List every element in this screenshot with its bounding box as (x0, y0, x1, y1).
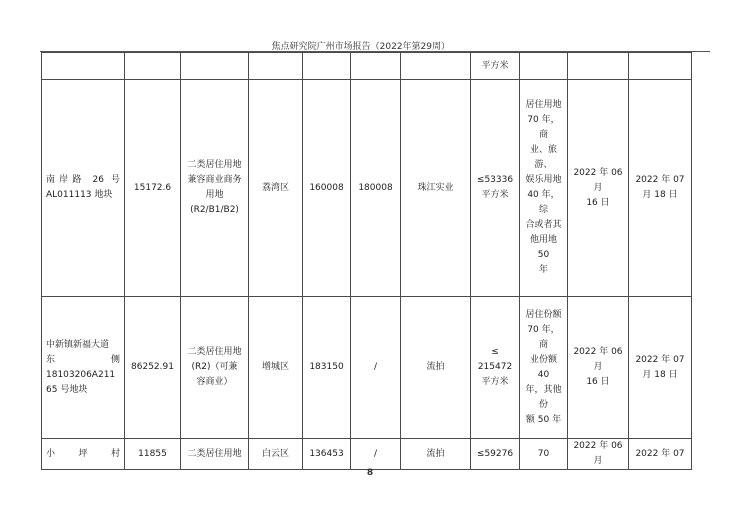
cell-land-use: 二类居住用地 (R2)（可兼 容商业） (181, 297, 249, 439)
cell-empty (181, 53, 249, 80)
cell-empty (125, 53, 181, 80)
cell-plot-name: 小 坪 村 (42, 439, 125, 470)
cell-empty (249, 53, 303, 80)
cell-announce-date: 2022 年 06 月 16 日 (568, 297, 629, 439)
cell-term: 居住用地 70 年，商 业、旅游、 娱乐用地 40 年，综 合或者其 他用地 50 年 (520, 80, 568, 297)
cell-empty (303, 53, 351, 80)
cell-empty (520, 53, 568, 80)
cell-floor-area: ≤53336 平方米 (471, 80, 520, 297)
cell-deal-date: 2022 年 07 月 18 日 (629, 80, 692, 297)
cell-deal-date: 2022 年 07 (629, 439, 692, 470)
cell-empty (42, 53, 125, 80)
cell-method: 流拍 (401, 297, 471, 439)
land-auction-table (41, 52, 692, 470)
cell-start-price: 183150 (303, 297, 351, 439)
cell-district: 荔湾区 (249, 80, 303, 297)
page-header (40, 0, 710, 52)
cell-land-use: 二类居住用地 (181, 439, 249, 470)
cell-area-unit: 平方米 (471, 53, 520, 80)
cell-term: 居住份额 70 年，商 业份额 40 年，其他份 额 50 年 (520, 297, 568, 439)
cell-empty (401, 53, 471, 80)
cell-term: 70 (520, 439, 568, 470)
cell-deposit: / (351, 439, 401, 470)
cell-land-use: 二类居住用地 兼容商业商务 用地 (R2/B1/B2) (181, 80, 249, 297)
cell-floor-area: ≤59276 (471, 439, 520, 470)
cell-announce-date: 2022 年 06 月 16 日 (568, 80, 629, 297)
cell-deposit: 180008 (351, 80, 401, 297)
cell-floor-area: ≤ 215472 平方米 (471, 297, 520, 439)
cell-announce-date: 2022 年 06 月 (568, 439, 629, 470)
cell-empty (629, 53, 692, 80)
cell-start-price: 136453 (303, 439, 351, 470)
cell-district: 白云区 (249, 439, 303, 470)
cell-plot-name: 中新镇新福大道 东 侧 18103206A211 65 号地块 (42, 297, 125, 439)
cell-empty (568, 53, 629, 80)
cell-method: 流拍 (401, 439, 471, 470)
page-number: 8 (366, 468, 374, 478)
report-header-title: 焦点研究院广州市场报告（2022年第29周） (271, 42, 450, 52)
cell-start-price: 160008 (303, 80, 351, 297)
table-row (42, 80, 692, 297)
cell-district: 增城区 (249, 297, 303, 439)
cell-plot-name: 南岸路 26 号 AL011113 地块 (42, 80, 125, 297)
cell-site-area: 15172.6 (125, 80, 181, 297)
table-row (42, 297, 692, 439)
cell-site-area: 11855 (125, 439, 181, 470)
table-row (42, 439, 692, 470)
cell-method: 珠江实业 (401, 80, 471, 297)
cell-deposit: / (351, 297, 401, 439)
cell-site-area: 86252.91 (125, 297, 181, 439)
cell-deal-date: 2022 年 07 月 18 日 (629, 297, 692, 439)
table-row-continued (42, 53, 692, 80)
cell-empty (351, 53, 401, 80)
